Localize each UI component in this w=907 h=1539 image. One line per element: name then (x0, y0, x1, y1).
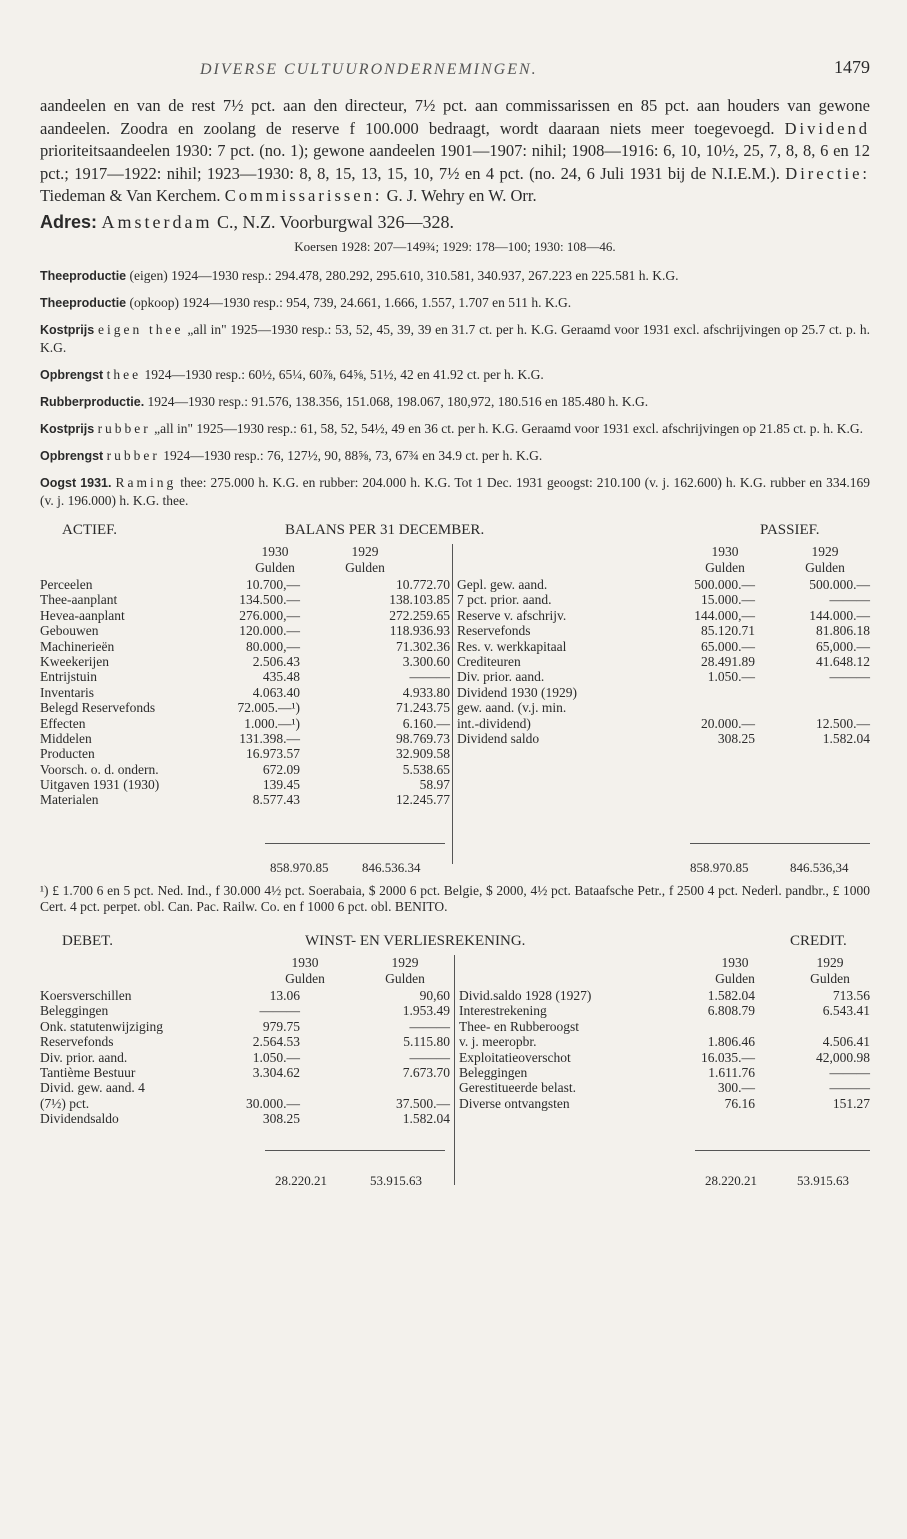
ledger-label: Dividend 1930 (1929) (457, 684, 577, 700)
ledger-label: Koersverschillen (40, 988, 132, 1003)
ledger-row (40, 608, 450, 623)
ledger-value-1929: 37.500.— (396, 1095, 450, 1111)
winst-divider (454, 955, 455, 1185)
entry-item (40, 393, 870, 411)
ledger-label: Div. prior. aand. (457, 669, 545, 685)
ledger-value-1929: 71.243.75 (396, 700, 450, 716)
ledger-row (40, 1050, 450, 1065)
entry-item (40, 474, 870, 510)
ledger-row (459, 1034, 870, 1049)
ledger-label: v. j. meeropbr. (459, 1034, 537, 1050)
winst-total-right-1929: 53.915.63 (797, 1173, 849, 1188)
ledger-value-1930: 120.000.— (239, 623, 300, 639)
ledger-value-1929: ——— (829, 592, 870, 608)
ledger-value-1929: 71.302.36 (396, 638, 450, 654)
ledger-row (457, 608, 870, 623)
ledger-row (457, 716, 870, 731)
winst-year-1930-right: 1930 (721, 955, 749, 970)
balans-passief-rows (457, 577, 870, 746)
ledger-value-1930: 65.000.— (701, 638, 755, 654)
intro-text-1: aandeelen en van de rest 7½ pct. aan den directeur, 7½ pct. aan commissarissen en 85 pct. aan houders van gewone aandeelen. Zoodra en zoolang de reserve f 100.000 bedraagt, wordt daaraan niets meer toegevoegd. (40, 96, 870, 138)
balans-total-left-1930: 858.970.85 (270, 860, 329, 875)
ledger-label: Crediteuren (457, 653, 521, 669)
winst-right-title: CREDIT. (790, 933, 847, 949)
balans-year-1929-left: 1929 (351, 544, 379, 559)
winst-table (40, 955, 870, 1200)
entry-label: Theeproductie (40, 296, 127, 310)
ledger-label: int.-dividend) (457, 715, 531, 731)
ledger-label: Dividend saldo (457, 730, 540, 746)
ledger-value-1930: 16.973.57 (246, 746, 300, 762)
ledger-value-1930: 300.— (717, 1080, 755, 1096)
ledger-row (40, 762, 450, 777)
ledger-value-1929: 81.806.18 (816, 623, 870, 639)
balans-table (40, 544, 870, 879)
ledger-value-1930: 20.000.— (701, 715, 755, 731)
adres-rest: C., N.Z. Voorburgwal 326—328. (217, 211, 455, 232)
balans-year-1929-right: 1929 (811, 544, 839, 559)
ledger-label: Materialen (40, 792, 99, 808)
ledger-value-1930: 435.48 (262, 669, 300, 685)
page-number: 1479 (834, 57, 870, 77)
ledger-value-1930: 85.120.71 (701, 623, 755, 639)
ledger-label: Entrijstuin (40, 669, 97, 685)
ledger-value-1929: 118.936.93 (389, 623, 450, 639)
winst-year-1930-left: 1930 (291, 955, 319, 970)
entry-text: 1924—1930 resp.: 60½, 65¼, 60⅞, 64⅝, 51½, 42 en 41.92 ct. per h. K.G. (144, 367, 544, 382)
ledger-label: Middelen (40, 730, 92, 746)
ledger-value-1930: 308.25 (717, 730, 755, 746)
entry-label: Opbrengst (40, 368, 104, 382)
ledger-row (459, 1019, 870, 1034)
ledger-value-1930: 8.577.43 (252, 792, 300, 808)
ledger-value-1930: 1.000.—¹) (244, 715, 300, 731)
ledger-row (459, 1065, 870, 1080)
ledger-row (40, 623, 450, 638)
ledger-value-1929: 58.97 (419, 777, 450, 793)
ledger-label: Hevea-aanplant (40, 607, 125, 623)
balans-year-1930-right: 1930 (711, 544, 739, 559)
ledger-value-1929: 1.582.04 (822, 730, 870, 746)
balans-sum-line-left (265, 843, 445, 844)
ledger-value-1929: 32.909.58 (396, 746, 450, 762)
ledger-value-1929: 98.769.73 (396, 730, 450, 746)
ledger-value-1930: 76.16 (724, 1095, 755, 1111)
ledger-value-1930: 1.611.76 (708, 1064, 755, 1080)
ledger-label: Div. prior. aand. (40, 1049, 128, 1065)
entry-spaced-term: rubber (97, 421, 151, 436)
ledger-label: Effecten (40, 715, 86, 731)
ledger-row (40, 746, 450, 761)
ledger-row (459, 1080, 870, 1095)
ledger-label: gew. aand. (v.j. min. (457, 700, 567, 716)
document-page (40, 55, 870, 1200)
ledger-value-1930: 1.050.— (707, 669, 755, 685)
entry-label: Kostprijs (40, 323, 95, 337)
running-title: DIVERSE CULTUURONDERNEMINGEN. (200, 61, 538, 78)
entry-spaced-term: rubber (106, 448, 160, 463)
directie-text: Tiedeman & Van Kerchem. (40, 186, 221, 205)
entry-text: (opkoop) 1924—1930 resp.: 954, 739, 24.661, 1.666, 1.557, 1.707 en 511 h. K.G. (129, 295, 572, 310)
entry-label: Oogst 1931. (40, 476, 112, 490)
koersen-line: Koersen 1928: 207—149¾; 1929: 178—100; 1930: 108—46. (294, 239, 616, 254)
ledger-value-1930: ——— (259, 1003, 300, 1019)
ledger-value-1930: 2.564.53 (252, 1034, 300, 1050)
winst-sum-line-left (265, 1150, 445, 1151)
entry-label: Kostprijs (40, 422, 95, 436)
entries-list (40, 267, 870, 510)
entry-item (40, 420, 870, 438)
balans-heading (40, 522, 870, 544)
ledger-value-1929: 5.115.80 (403, 1034, 450, 1050)
ledger-label: Reservefonds (457, 623, 531, 639)
winst-debet-rows (40, 988, 450, 1127)
balans-total-left-1929: 846.536.34 (362, 860, 421, 875)
ledger-label: 7 pct. prior. aand. (457, 592, 552, 608)
winst-unit-2: Gulden (385, 971, 425, 986)
ledger-value-1929: ——— (409, 1049, 450, 1065)
ledger-label: Divid.saldo 1928 (1927) (459, 988, 592, 1003)
balans-right-title: PASSIEF. (760, 522, 820, 538)
ledger-label: Machinerieën (40, 638, 115, 654)
ledger-label: Inventaris (40, 684, 94, 700)
winst-left-title: DEBET. (62, 933, 113, 949)
winst-year-1929-left: 1929 (391, 955, 419, 970)
ledger-label: Reserve v. afschrijv. (457, 607, 567, 623)
winst-year-1929-right: 1929 (816, 955, 844, 970)
ledger-row (40, 577, 450, 592)
ledger-value-1930: 139.45 (262, 777, 300, 793)
ledger-row (40, 1111, 450, 1126)
ledger-row (40, 1034, 450, 1049)
commissarissen-label: Commissarissen: (224, 186, 383, 205)
entry-spaced-term: eigen thee (98, 322, 184, 337)
ledger-value-1930: 308.25 (262, 1111, 300, 1127)
balans-unit-3: Gulden (705, 560, 745, 575)
directie-label: Directie: (785, 163, 871, 183)
ledger-row (459, 1050, 870, 1065)
entry-text: thee: 275.000 h. K.G. en rubber: 204.000 h. K.G. Tot 1 Dec. 1931 geoogst: 210.100 (v. j. 162.600) h. K.G. rubber en 334.169 (v. j. 196.000) h. K.G. thee. (40, 475, 871, 508)
ledger-value-1929: 4.506.41 (822, 1034, 870, 1050)
ledger-row (457, 577, 870, 592)
balans-total-right-1930: 858.970.85 (690, 860, 749, 875)
ledger-label: Perceelen (40, 577, 93, 592)
ledger-row (459, 988, 870, 1003)
ledger-row (40, 700, 450, 715)
ledger-value-1929: 6.543.41 (822, 1003, 870, 1019)
ledger-label: Interestrekening (459, 1003, 547, 1019)
ledger-value-1929: 151.27 (832, 1095, 870, 1111)
ledger-label: Divid. gew. aand. 4 (40, 1080, 145, 1096)
ledger-label: Kweekerijen (40, 653, 109, 669)
balans-unit-2: Gulden (345, 560, 385, 575)
ledger-row (457, 623, 870, 638)
ledger-value-1929: 65,000.— (816, 638, 870, 654)
ledger-row (457, 592, 870, 607)
ledger-value-1929: 1.953.49 (402, 1003, 450, 1019)
ledger-row (40, 685, 450, 700)
page-header (40, 55, 870, 95)
ledger-value-1929: 6.160.— (402, 715, 450, 731)
balans-year-1930-left: 1930 (261, 544, 289, 559)
ledger-value-1929: 42,000.98 (816, 1049, 870, 1065)
ledger-value-1930: 72.005.—¹) (237, 700, 300, 716)
ledger-value-1930: 28.491.89 (701, 653, 755, 669)
ledger-value-1929: 7.673.70 (402, 1064, 450, 1080)
intro-paragraph (40, 95, 870, 208)
dividend-text: prioriteitsaandeelen 1930: 7 pct. (no. 1); gewone aandeelen 1901—1907: nihil; 1908—1916: 6, 10, 10½, 25, 7, 8, 8, 6 en 12 pct.; 1917—1922: nihil; 1923—1930: 8, 8, 15, 13, 15, 10, 7½ en 4 pct. (no. 24, 6 Juli 1931 bij de N.I.E.M.). (40, 141, 870, 183)
ledger-value-1929: 41.648.12 (816, 653, 870, 669)
ledger-label: Belegd Reservefonds (40, 700, 156, 716)
ledger-label: Onk. statutenwijziging (40, 1018, 163, 1034)
ledger-label: Gerestitueerde belast. (459, 1080, 576, 1096)
ledger-row (40, 716, 450, 731)
balans-actief-rows (40, 577, 450, 808)
adres-city: Amsterdam (101, 211, 213, 232)
winst-heading (40, 933, 870, 955)
entry-item (40, 447, 870, 465)
ledger-value-1929: ——— (409, 1018, 450, 1034)
ledger-value-1930: 131.398.— (239, 730, 300, 746)
ledger-row (40, 1003, 450, 1018)
ledger-row (40, 1065, 450, 1080)
ledger-label: Thee- en Rubberoogst (459, 1018, 579, 1034)
ledger-value-1929: 12.245.77 (396, 792, 450, 808)
ledger-label: Dividendsaldo (40, 1111, 119, 1127)
ledger-value-1929: 12.500.— (816, 715, 870, 731)
ledger-label: Uitgaven 1931 (1930) (40, 777, 160, 793)
winst-unit-4: Gulden (810, 971, 850, 986)
ledger-value-1929: ——— (829, 1064, 870, 1080)
ledger-row (40, 639, 450, 654)
entry-text: „all in" 1925—1930 resp.: 61, 58, 52, 54½, 49 en 36 ct. per h. K.G. Geraamd voor 1931 excl. afschrijvingen op 21.85 ct. p. h. K.G. (154, 421, 864, 436)
ledger-value-1930: 30.000.— (246, 1095, 300, 1111)
entry-text: 1924—1930 resp.: 76, 127½, 90, 88⅝, 73, 67¾ en 34.9 ct. per h. K.G. (163, 448, 543, 463)
ledger-label: Exploitatieoverschot (459, 1049, 571, 1065)
ledger-value-1930: 979.75 (262, 1018, 300, 1034)
ledger-row (40, 654, 450, 669)
winst-unit-1: Gulden (285, 971, 325, 986)
winst-total-right-1930: 28.220.21 (705, 1173, 757, 1188)
ledger-label: Gebouwen (40, 623, 99, 639)
ledger-row (40, 988, 450, 1003)
ledger-value-1929: 500.000.— (809, 577, 870, 592)
entry-spaced-term: thee (106, 367, 142, 382)
ledger-label: Beleggingen (459, 1064, 528, 1080)
ledger-row (459, 1003, 870, 1018)
ledger-value-1929: ——— (409, 669, 450, 685)
ledger-value-1929: 144.000.— (809, 607, 870, 623)
ledger-label: Res. v. werkkapitaal (457, 638, 567, 654)
ledger-value-1929: 138.103.85 (389, 592, 450, 608)
entry-label: Rubberproductie. (40, 395, 145, 409)
ledger-row (40, 777, 450, 792)
balans-left-title: ACTIEF. (62, 522, 118, 538)
ledger-row (457, 639, 870, 654)
ledger-value-1930: 2.506.43 (252, 653, 300, 669)
ledger-label: Gepl. gew. aand. (457, 577, 548, 592)
ledger-value-1929: 90,60 (419, 988, 450, 1003)
adres-label: Adres: (40, 211, 98, 232)
entry-text: (eigen) 1924—1930 resp.: 294.478, 280.292, 295.610, 310.581, 340.937, 267.223 en 225.581 h. K.G. (129, 268, 679, 283)
ledger-label: Tantième Bestuur (40, 1064, 136, 1080)
ledger-row (457, 700, 870, 715)
ledger-row (40, 592, 450, 607)
ledger-value-1930: 134.500.— (239, 592, 300, 608)
ledger-label: Producten (40, 746, 95, 762)
ledger-row (457, 685, 870, 700)
balans-divider (452, 544, 453, 864)
ledger-row (457, 654, 870, 669)
ledger-row (40, 1080, 450, 1095)
ledger-value-1929: 5.538.65 (402, 761, 450, 777)
ledger-value-1930: 144.000,— (694, 607, 755, 623)
ledger-label: Reservefonds (40, 1034, 114, 1050)
ledger-value-1929: 3.300.60 (402, 653, 450, 669)
ledger-value-1930: 3.304.62 (252, 1064, 300, 1080)
commissarissen-text: G. J. Wehry en W. Orr. (386, 186, 537, 205)
ledger-row (40, 792, 450, 807)
winst-unit-3: Gulden (715, 971, 755, 986)
ledger-row (40, 669, 450, 684)
ledger-value-1930: 276.000,— (239, 607, 300, 623)
balans-unit-1: Gulden (255, 560, 295, 575)
ledger-label: Thee-aanplant (40, 592, 118, 608)
ledger-value-1930: 672.09 (262, 761, 300, 777)
entry-text: 1924—1930 resp.: 91.576, 138.356, 151.068, 198.067, 180,972, 180.516 en 185.480 h. K.G. (147, 394, 649, 409)
entry-label: Theeproductie (40, 269, 127, 283)
entry-text: „all in" 1925—1930 resp.: 53, 52, 45, 39, 39 en 31.7 ct. per h. K.G. Geraamd voor 1931 excl. afschrijvingen op 25.7 ct. p. h. K.G. (40, 322, 871, 355)
ledger-value-1930: 1.050.— (252, 1049, 300, 1065)
adres-line (40, 211, 870, 234)
balans-footnote: ¹) £ 1.700 6 en 5 pct. Ned. Ind., f 30.000 4½ pct. Soerabaia, $ 2000 6 pct. Belgie, $ 2000, 4½ pct. Bataafsche Petr., f 2500 4 pct. Nederl. pandbr., £ 1000 Cert. 4 pct. perpet. obl. Can. Pac. Railw. Co. en f 1000 6 pct. obl. BENITO. (40, 883, 870, 914)
balans-total-right-1929: 846.536,34 (790, 860, 849, 875)
ledger-value-1929: 1.582.04 (402, 1111, 450, 1127)
ledger-row (40, 1019, 450, 1034)
ledger-value-1930: 13.06 (269, 988, 300, 1003)
entry-spaced-term: Raming (115, 475, 177, 490)
dividend-label: Dividend (784, 118, 870, 138)
ledger-value-1930: 1.806.46 (707, 1034, 755, 1050)
entry-item (40, 267, 870, 285)
ledger-value-1929: 713.56 (832, 988, 870, 1003)
ledger-value-1929: 10.772.70 (396, 577, 450, 592)
ledger-label: (7½) pct. (40, 1095, 90, 1111)
ledger-value-1929: 4.933.80 (402, 684, 450, 700)
ledger-label: Voorsch. o. d. ondern. (40, 761, 159, 777)
ledger-row (40, 731, 450, 746)
ledger-value-1930: 4.063.40 (252, 684, 300, 700)
ledger-value-1930: 6.808.79 (707, 1003, 755, 1019)
balans-unit-4: Gulden (805, 560, 845, 575)
entry-item (40, 366, 870, 384)
entry-item (40, 321, 870, 357)
ledger-value-1930: 500.000.— (694, 577, 755, 592)
ledger-row (457, 669, 870, 684)
ledger-row (457, 731, 870, 746)
ledger-row (40, 1096, 450, 1111)
ledger-value-1930: 15.000.— (701, 592, 755, 608)
entry-item (40, 294, 870, 312)
winst-sum-line-right (695, 1150, 870, 1151)
winst-credit-rows (459, 988, 870, 1111)
balans-center-title: BALANS PER 31 DECEMBER. (285, 522, 485, 538)
winst-total-left-1929: 53.915.63 (370, 1173, 422, 1188)
ledger-value-1929: ——— (829, 1080, 870, 1096)
ledger-value-1930: 10.700,— (246, 577, 300, 592)
ledger-label: Diverse ontvangsten (459, 1095, 570, 1111)
balans-sum-line-right (690, 843, 870, 844)
ledger-label: Beleggingen (40, 1003, 109, 1019)
winst-center-title: WINST- EN VERLIESREKENING. (305, 933, 526, 949)
ledger-row (459, 1096, 870, 1111)
ledger-value-1929: 272.259.65 (389, 607, 450, 623)
ledger-value-1930: 80.000,— (246, 638, 300, 654)
entry-label: Opbrengst (40, 449, 104, 463)
ledger-value-1929: ——— (829, 669, 870, 685)
winst-total-left-1930: 28.220.21 (275, 1173, 327, 1188)
ledger-value-1930: 1.582.04 (707, 988, 755, 1003)
ledger-value-1930: 16.035.— (701, 1049, 755, 1065)
